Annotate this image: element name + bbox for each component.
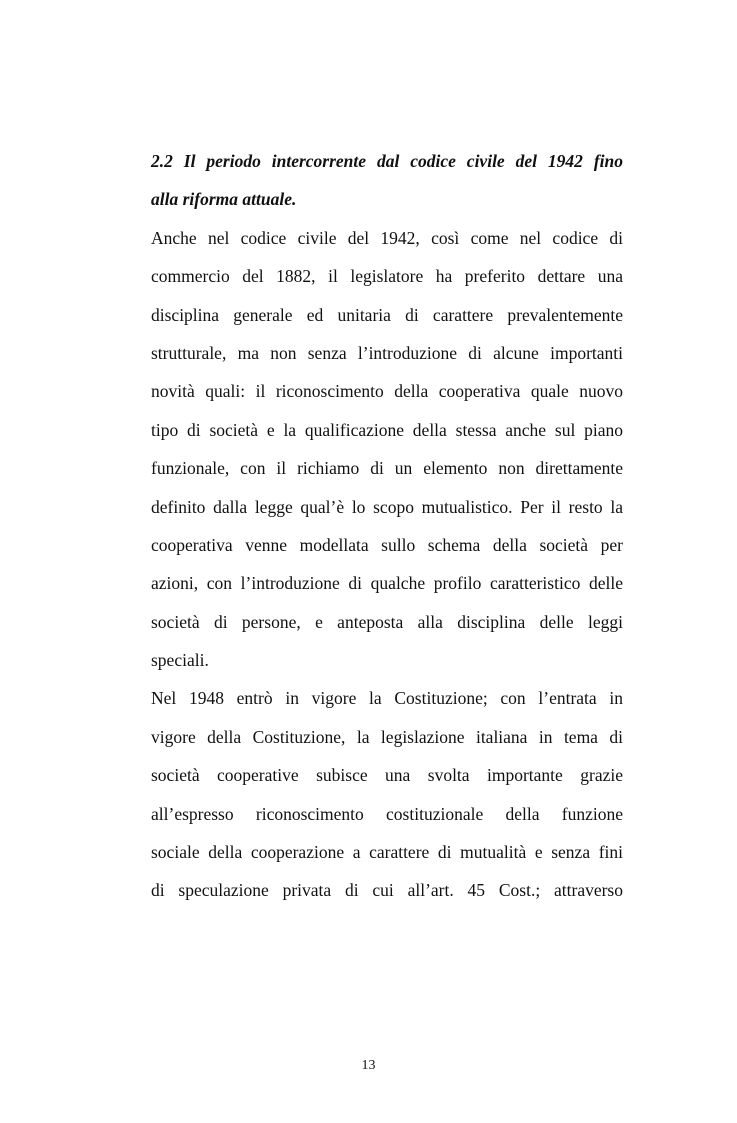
text-line: Nel 1948 entrò in vigore la Costituzione; con l’entrata in [151,688,623,709]
text-line: azioni, con l’introduzione di qualche profilo caratteristico delle [151,573,623,594]
heading-line: 2.2 Il periodo intercorrente dal codice civile del 1942 fino [151,151,623,171]
text-line: tipo di società e la qualificazione della stessa anche sul piano [151,419,623,440]
text-line: all’espresso riconoscimento costituzionale della funzione [151,803,623,824]
page-number: 13 [361,1058,376,1073]
text-line: Anche nel codice civile del 1942, così come nel codice di [151,227,623,248]
text-line: disciplina generale ed unitaria di carattere prevalentemente [151,304,623,325]
text-line: sociale della cooperazione a carattere di mutualità e senza fini [151,842,623,863]
page-content [151,142,623,910]
text-line: speciali. [151,650,209,671]
paragraph [151,679,623,909]
text-line: commercio del 1882, il legislatore ha preferito dettare una [151,266,623,287]
section-heading [151,142,623,219]
text-line: funzionale, con il richiamo di un elemento non direttamente [151,458,623,479]
text-line: società cooperative subisce una svolta importante grazie [151,765,623,786]
paragraph [151,219,623,680]
text-line: novità quali: il riconoscimento della cooperativa quale nuovo [151,381,623,402]
text-line: società di persone, e anteposta alla disciplina delle leggi [151,611,623,632]
text-line: di speculazione privata di cui all’art. 45 Cost.; attraverso [151,880,623,901]
text-line: cooperativa venne modellata sullo schema della società per [151,534,623,555]
text-line: strutturale, ma non senza l’introduzione di alcune importanti [151,342,623,363]
text-line: definito dalla legge qual’è lo scopo mutualistico. Per il resto la [151,496,623,517]
heading-line: alla riforma attuale. [151,189,297,210]
text-line: vigore della Costituzione, la legislazione italiana in tema di [151,726,623,747]
